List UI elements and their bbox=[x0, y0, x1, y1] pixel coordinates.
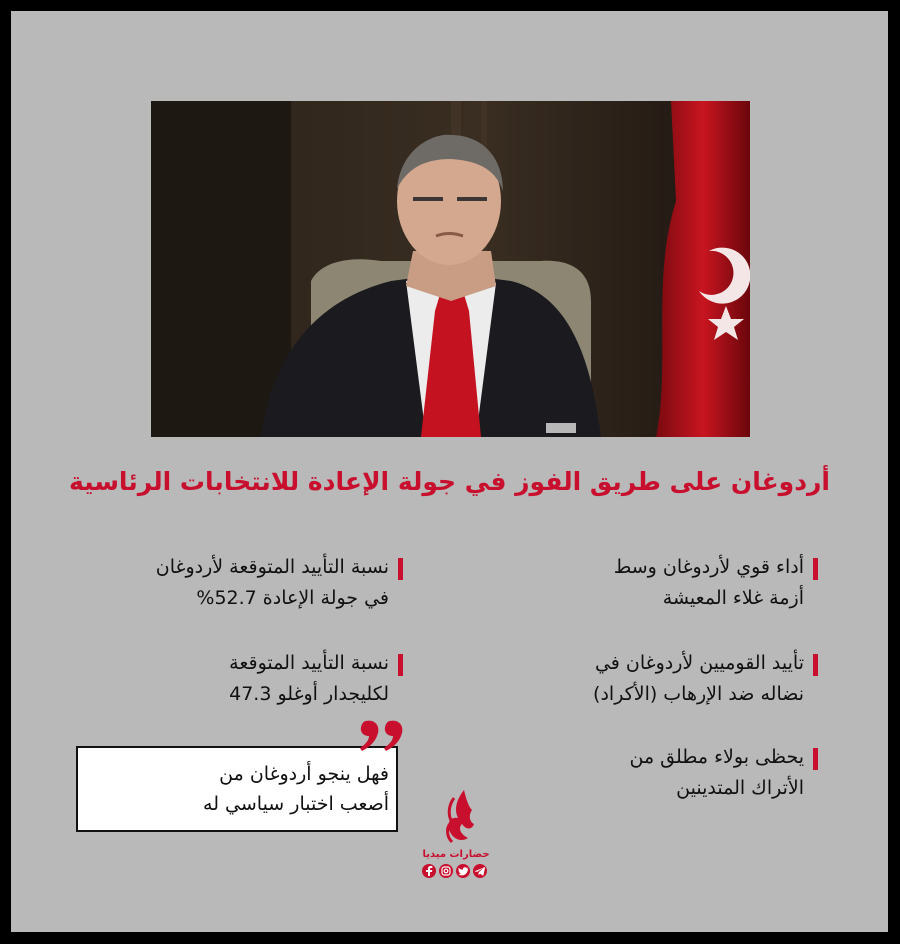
point-line: أزمة غلاء المعيشة bbox=[662, 587, 804, 609]
telegram-icon[interactable] bbox=[473, 864, 487, 878]
point-line: الأتراك المتدينين bbox=[676, 777, 804, 799]
stat-line: في جولة الإعادة 52.7% bbox=[196, 587, 389, 609]
featured-photo bbox=[151, 101, 750, 437]
quote-line: أصعب اختبار سياسي له bbox=[203, 793, 389, 815]
headline: أردوغان على طريق الفوز في جولة الإعادة للانتخابات الرئاسية bbox=[68, 467, 830, 496]
stat-item bbox=[76, 648, 389, 710]
stat-line: نسبة التأييد المتوقعة لأردوغان bbox=[155, 556, 389, 578]
brand-name: حضارات ميديا bbox=[422, 849, 490, 860]
infographic-card bbox=[11, 11, 888, 932]
stat-item bbox=[76, 552, 389, 614]
quote-text bbox=[91, 759, 389, 819]
point-line: نضاله ضد الإرهاب (الأكراد) bbox=[593, 683, 804, 705]
portrait-illustration bbox=[151, 101, 750, 437]
point-line: تأييد القوميين لأردوغان في bbox=[594, 652, 804, 674]
twitter-icon[interactable] bbox=[456, 864, 470, 878]
point-item bbox=[527, 742, 804, 804]
point-item bbox=[527, 648, 804, 710]
social-links bbox=[422, 864, 487, 878]
quote-mark-icon bbox=[360, 719, 406, 759]
point-line: أداء قوي لأردوغان وسط bbox=[613, 556, 804, 578]
instagram-icon[interactable] bbox=[439, 864, 453, 878]
stat-line: نسبة التأييد المتوقعة bbox=[229, 652, 389, 674]
facebook-icon[interactable] bbox=[422, 864, 436, 878]
stat-line: لكليجدار أوغلو 47.3 bbox=[229, 683, 389, 705]
quote-line: فهل ينجو أردوغان من bbox=[219, 763, 389, 785]
point-item bbox=[527, 552, 804, 614]
point-line: يحظى بولاء مطلق من bbox=[629, 746, 804, 768]
